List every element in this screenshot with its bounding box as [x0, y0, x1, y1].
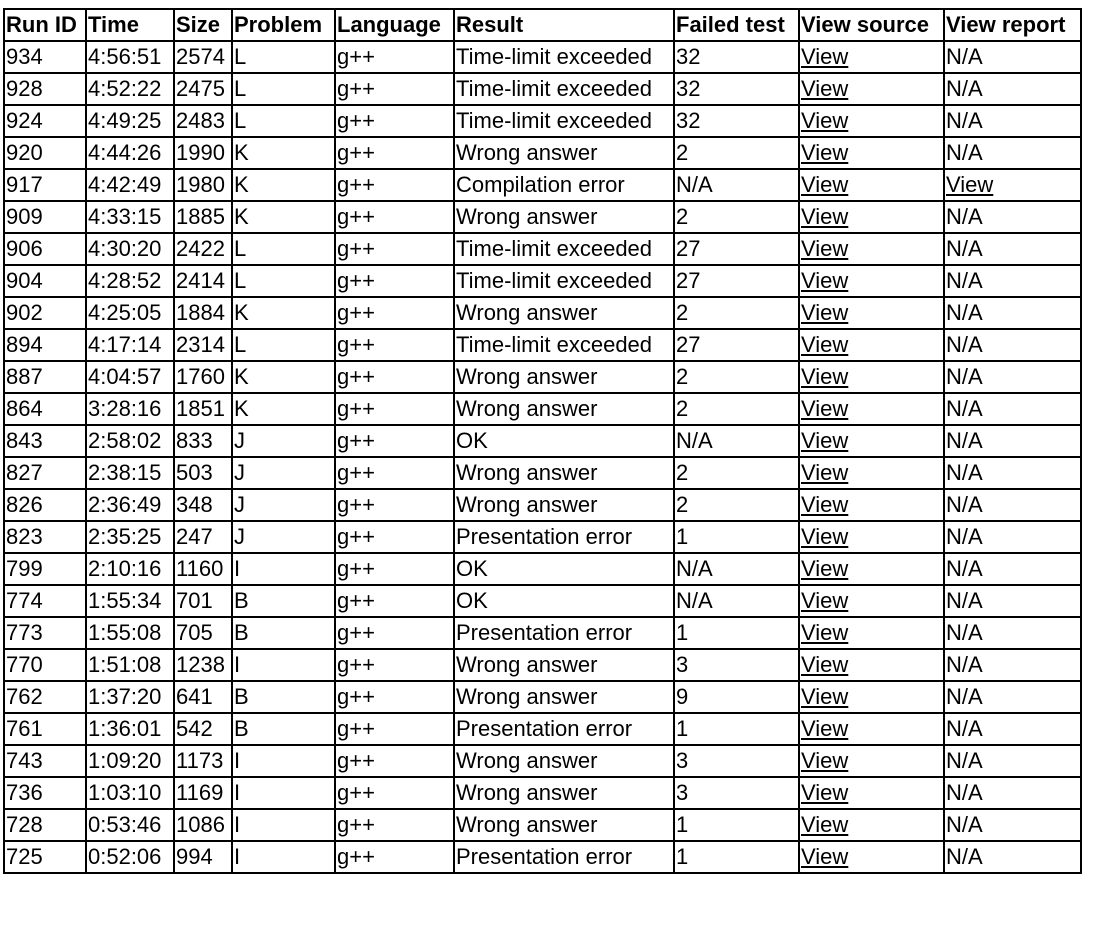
cell-result: Presentation error: [454, 617, 674, 649]
cell-view-source: [799, 649, 944, 681]
cell-time: 1:37:20: [86, 681, 174, 713]
cell-problem: L: [232, 41, 335, 73]
cell-problem: L: [232, 233, 335, 265]
cell-run-id: 934: [4, 41, 86, 73]
cell-time: 2:35:25: [86, 521, 174, 553]
cell-language: g++: [335, 105, 454, 137]
cell-size: 542: [174, 713, 232, 745]
view-source-link[interactable]: View: [801, 844, 849, 869]
column-header-language: Language: [335, 9, 454, 41]
view-source-link[interactable]: View: [801, 428, 849, 453]
cell-language: g++: [335, 169, 454, 201]
cell-failed-test: N/A: [674, 169, 799, 201]
cell-view-report: N/A: [944, 425, 1081, 457]
cell-view-report: N/A: [944, 553, 1081, 585]
cell-language: g++: [335, 521, 454, 553]
cell-failed-test: 1: [674, 713, 799, 745]
cell-size: 1160: [174, 553, 232, 585]
cell-time: 4:52:22: [86, 73, 174, 105]
cell-run-id: 827: [4, 457, 86, 489]
cell-time: 1:55:08: [86, 617, 174, 649]
cell-time: 4:44:26: [86, 137, 174, 169]
cell-problem: L: [232, 73, 335, 105]
cell-failed-test: 1: [674, 841, 799, 873]
view-source-link[interactable]: View: [801, 76, 849, 101]
cell-language: g++: [335, 233, 454, 265]
cell-problem: L: [232, 265, 335, 297]
cell-view-source: [799, 553, 944, 585]
cell-size: 1169: [174, 777, 232, 809]
cell-view-source: [799, 73, 944, 105]
cell-language: g++: [335, 841, 454, 873]
cell-view-source: [799, 425, 944, 457]
view-source-link[interactable]: View: [801, 748, 849, 773]
cell-view-source: [799, 233, 944, 265]
cell-size: 1173: [174, 745, 232, 777]
cell-failed-test: N/A: [674, 425, 799, 457]
cell-failed-test: 1: [674, 521, 799, 553]
view-source-link[interactable]: View: [801, 524, 849, 549]
cell-time: 2:38:15: [86, 457, 174, 489]
cell-time: 3:28:16: [86, 393, 174, 425]
column-header-view-report: View report: [944, 9, 1081, 41]
table-row: [4, 233, 1081, 265]
cell-run-id: 799: [4, 553, 86, 585]
runs-table: [3, 8, 1082, 874]
view-source-link[interactable]: View: [801, 492, 849, 517]
cell-problem: L: [232, 329, 335, 361]
cell-result: Presentation error: [454, 841, 674, 873]
cell-view-report: N/A: [944, 777, 1081, 809]
cell-language: g++: [335, 425, 454, 457]
table-row: [4, 73, 1081, 105]
cell-run-id: 762: [4, 681, 86, 713]
view-source-link[interactable]: View: [801, 652, 849, 677]
cell-time: 4:30:20: [86, 233, 174, 265]
cell-failed-test: N/A: [674, 553, 799, 585]
cell-problem: B: [232, 585, 335, 617]
cell-view-report: N/A: [944, 393, 1081, 425]
cell-run-id: 826: [4, 489, 86, 521]
cell-problem: B: [232, 681, 335, 713]
cell-result: Wrong answer: [454, 393, 674, 425]
cell-result: Wrong answer: [454, 745, 674, 777]
cell-time: 1:36:01: [86, 713, 174, 745]
cell-failed-test: 2: [674, 361, 799, 393]
cell-view-source: [799, 297, 944, 329]
cell-problem: I: [232, 777, 335, 809]
cell-language: g++: [335, 777, 454, 809]
cell-language: g++: [335, 617, 454, 649]
cell-view-report: N/A: [944, 297, 1081, 329]
cell-view-source: [799, 265, 944, 297]
cell-view-source: [799, 169, 944, 201]
cell-failed-test: 1: [674, 809, 799, 841]
cell-time: 4:04:57: [86, 361, 174, 393]
cell-view-source: [799, 393, 944, 425]
cell-language: g++: [335, 137, 454, 169]
cell-view-source: [799, 585, 944, 617]
cell-view-source: [799, 713, 944, 745]
view-source-link[interactable]: View: [801, 812, 849, 837]
cell-time: 2:10:16: [86, 553, 174, 585]
cell-view-report: N/A: [944, 41, 1081, 73]
cell-view-report: N/A: [944, 521, 1081, 553]
cell-view-report: N/A: [944, 329, 1081, 361]
cell-view-source: [799, 137, 944, 169]
cell-time: 1:09:20: [86, 745, 174, 777]
cell-size: 1990: [174, 137, 232, 169]
cell-language: g++: [335, 585, 454, 617]
cell-problem: K: [232, 393, 335, 425]
cell-run-id: 928: [4, 73, 86, 105]
table-row: [4, 361, 1081, 393]
view-report-link[interactable]: View: [946, 172, 994, 197]
cell-failed-test: 2: [674, 393, 799, 425]
table-row: [4, 41, 1081, 73]
cell-failed-test: 2: [674, 457, 799, 489]
cell-problem: K: [232, 201, 335, 233]
view-source-link[interactable]: View: [801, 332, 849, 357]
cell-view-report: N/A: [944, 105, 1081, 137]
cell-size: 1884: [174, 297, 232, 329]
cell-problem: J: [232, 425, 335, 457]
cell-size: 1885: [174, 201, 232, 233]
view-source-link[interactable]: View: [801, 716, 849, 741]
cell-language: g++: [335, 809, 454, 841]
cell-run-id: 864: [4, 393, 86, 425]
cell-view-source: [799, 617, 944, 649]
cell-run-id: 904: [4, 265, 86, 297]
table-row: [4, 425, 1081, 457]
cell-language: g++: [335, 457, 454, 489]
cell-result: Wrong answer: [454, 809, 674, 841]
view-source-link[interactable]: View: [801, 460, 849, 485]
cell-run-id: 843: [4, 425, 86, 457]
cell-time: 4:33:15: [86, 201, 174, 233]
table-row: [4, 137, 1081, 169]
cell-size: 705: [174, 617, 232, 649]
cell-failed-test: N/A: [674, 585, 799, 617]
cell-language: g++: [335, 361, 454, 393]
cell-size: 1238: [174, 649, 232, 681]
cell-run-id: 761: [4, 713, 86, 745]
cell-view-report: N/A: [944, 617, 1081, 649]
cell-result: Wrong answer: [454, 649, 674, 681]
cell-view-source: [799, 777, 944, 809]
cell-language: g++: [335, 329, 454, 361]
cell-language: g++: [335, 649, 454, 681]
table-row: [4, 553, 1081, 585]
column-header-view-source: View source: [799, 9, 944, 41]
cell-view-source: [799, 521, 944, 553]
cell-size: 1980: [174, 169, 232, 201]
column-header-failed-test: Failed test: [674, 9, 799, 41]
view-source-link[interactable]: View: [801, 396, 849, 421]
cell-result: Wrong answer: [454, 137, 674, 169]
cell-view-report: N/A: [944, 585, 1081, 617]
table-row: [4, 745, 1081, 777]
table-row: [4, 617, 1081, 649]
table-row: [4, 329, 1081, 361]
cell-run-id: 917: [4, 169, 86, 201]
cell-failed-test: 9: [674, 681, 799, 713]
cell-result: Time-limit exceeded: [454, 233, 674, 265]
cell-failed-test: 2: [674, 201, 799, 233]
table-row: [4, 489, 1081, 521]
cell-result: Wrong answer: [454, 457, 674, 489]
table-header-row: [4, 9, 1081, 41]
cell-result: OK: [454, 553, 674, 585]
cell-problem: K: [232, 137, 335, 169]
cell-result: OK: [454, 425, 674, 457]
cell-problem: B: [232, 617, 335, 649]
cell-failed-test: 27: [674, 329, 799, 361]
table-row: [4, 777, 1081, 809]
cell-run-id: 924: [4, 105, 86, 137]
view-source-link[interactable]: View: [801, 236, 849, 261]
cell-run-id: 887: [4, 361, 86, 393]
cell-result: Presentation error: [454, 713, 674, 745]
view-source-link[interactable]: View: [801, 300, 849, 325]
cell-result: Time-limit exceeded: [454, 41, 674, 73]
cell-view-report: N/A: [944, 713, 1081, 745]
cell-result: Wrong answer: [454, 777, 674, 809]
cell-run-id: 774: [4, 585, 86, 617]
cell-failed-test: 2: [674, 297, 799, 329]
cell-result: Wrong answer: [454, 297, 674, 329]
cell-view-report: N/A: [944, 745, 1081, 777]
cell-view-source: [799, 329, 944, 361]
cell-size: 2475: [174, 73, 232, 105]
cell-result: Compilation error: [454, 169, 674, 201]
cell-run-id: 894: [4, 329, 86, 361]
view-source-link[interactable]: View: [801, 364, 849, 389]
cell-result: Wrong answer: [454, 489, 674, 521]
cell-run-id: 902: [4, 297, 86, 329]
cell-result: Time-limit exceeded: [454, 73, 674, 105]
cell-size: 994: [174, 841, 232, 873]
cell-view-report: N/A: [944, 649, 1081, 681]
cell-size: 833: [174, 425, 232, 457]
cell-failed-test: 32: [674, 105, 799, 137]
table-row: [4, 297, 1081, 329]
column-header-result: Result: [454, 9, 674, 41]
cell-run-id: 725: [4, 841, 86, 873]
cell-view-source: [799, 201, 944, 233]
cell-view-source: [799, 457, 944, 489]
table-row: [4, 713, 1081, 745]
cell-view-report: [944, 169, 1081, 201]
cell-failed-test: 3: [674, 649, 799, 681]
cell-run-id: 736: [4, 777, 86, 809]
cell-result: OK: [454, 585, 674, 617]
table-row: [4, 521, 1081, 553]
cell-view-source: [799, 361, 944, 393]
column-header-time: Time: [86, 9, 174, 41]
cell-time: 2:58:02: [86, 425, 174, 457]
cell-failed-test: 32: [674, 73, 799, 105]
table-row: [4, 585, 1081, 617]
cell-problem: K: [232, 169, 335, 201]
cell-run-id: 920: [4, 137, 86, 169]
cell-failed-test: 32: [674, 41, 799, 73]
table-row: [4, 201, 1081, 233]
cell-problem: L: [232, 105, 335, 137]
cell-result: Time-limit exceeded: [454, 329, 674, 361]
cell-view-source: [799, 745, 944, 777]
table-row: [4, 393, 1081, 425]
cell-language: g++: [335, 745, 454, 777]
view-source-link[interactable]: View: [801, 588, 849, 613]
cell-size: 1760: [174, 361, 232, 393]
table-row: [4, 169, 1081, 201]
table-row: [4, 809, 1081, 841]
cell-problem: I: [232, 553, 335, 585]
cell-run-id: 770: [4, 649, 86, 681]
cell-problem: B: [232, 713, 335, 745]
cell-problem: J: [232, 489, 335, 521]
cell-view-report: N/A: [944, 457, 1081, 489]
cell-view-report: N/A: [944, 201, 1081, 233]
cell-view-source: [799, 105, 944, 137]
cell-problem: K: [232, 297, 335, 329]
cell-problem: J: [232, 521, 335, 553]
column-header-run-id: Run ID: [4, 9, 86, 41]
cell-failed-test: 3: [674, 745, 799, 777]
cell-failed-test: 3: [674, 777, 799, 809]
cell-size: 2574: [174, 41, 232, 73]
cell-view-report: N/A: [944, 73, 1081, 105]
cell-language: g++: [335, 73, 454, 105]
column-header-size: Size: [174, 9, 232, 41]
table-row: [4, 681, 1081, 713]
cell-language: g++: [335, 553, 454, 585]
cell-view-report: N/A: [944, 265, 1081, 297]
cell-view-report: N/A: [944, 809, 1081, 841]
cell-failed-test: 27: [674, 233, 799, 265]
cell-time: 0:53:46: [86, 809, 174, 841]
cell-size: 2422: [174, 233, 232, 265]
cell-size: 641: [174, 681, 232, 713]
table-body: [4, 41, 1081, 873]
cell-size: 2414: [174, 265, 232, 297]
cell-result: Wrong answer: [454, 361, 674, 393]
cell-failed-test: 1: [674, 617, 799, 649]
view-source-link[interactable]: View: [801, 204, 849, 229]
cell-view-report: N/A: [944, 233, 1081, 265]
cell-result: Time-limit exceeded: [454, 105, 674, 137]
cell-result: Time-limit exceeded: [454, 265, 674, 297]
cell-language: g++: [335, 41, 454, 73]
cell-failed-test: 2: [674, 489, 799, 521]
cell-result: Wrong answer: [454, 681, 674, 713]
cell-language: g++: [335, 681, 454, 713]
cell-failed-test: 27: [674, 265, 799, 297]
cell-run-id: 909: [4, 201, 86, 233]
view-source-link[interactable]: View: [801, 44, 849, 69]
cell-size: 503: [174, 457, 232, 489]
cell-time: 2:36:49: [86, 489, 174, 521]
cell-view-report: N/A: [944, 681, 1081, 713]
cell-view-report: N/A: [944, 841, 1081, 873]
cell-language: g++: [335, 201, 454, 233]
cell-result: Wrong answer: [454, 201, 674, 233]
cell-language: g++: [335, 713, 454, 745]
cell-language: g++: [335, 393, 454, 425]
cell-problem: J: [232, 457, 335, 489]
column-header-problem: Problem: [232, 9, 335, 41]
view-source-link[interactable]: View: [801, 172, 849, 197]
view-source-link[interactable]: View: [801, 108, 849, 133]
view-source-link[interactable]: View: [801, 556, 849, 581]
cell-time: 4:28:52: [86, 265, 174, 297]
table-row: [4, 457, 1081, 489]
cell-result: Presentation error: [454, 521, 674, 553]
cell-run-id: 743: [4, 745, 86, 777]
cell-time: 1:51:08: [86, 649, 174, 681]
cell-problem: I: [232, 745, 335, 777]
table-row: [4, 841, 1081, 873]
cell-run-id: 906: [4, 233, 86, 265]
cell-time: 4:17:14: [86, 329, 174, 361]
cell-problem: K: [232, 361, 335, 393]
cell-size: 247: [174, 521, 232, 553]
view-source-link[interactable]: View: [801, 140, 849, 165]
cell-view-report: N/A: [944, 489, 1081, 521]
cell-size: 348: [174, 489, 232, 521]
cell-problem: I: [232, 841, 335, 873]
cell-problem: I: [232, 649, 335, 681]
cell-run-id: 773: [4, 617, 86, 649]
cell-view-source: [799, 489, 944, 521]
cell-view-source: [799, 41, 944, 73]
view-source-link[interactable]: View: [801, 780, 849, 805]
cell-size: 701: [174, 585, 232, 617]
cell-failed-test: 2: [674, 137, 799, 169]
cell-problem: I: [232, 809, 335, 841]
cell-run-id: 728: [4, 809, 86, 841]
cell-time: 4:25:05: [86, 297, 174, 329]
cell-time: 4:49:25: [86, 105, 174, 137]
cell-view-source: [799, 809, 944, 841]
cell-language: g++: [335, 297, 454, 329]
cell-run-id: 823: [4, 521, 86, 553]
cell-time: 1:03:10: [86, 777, 174, 809]
cell-size: 2483: [174, 105, 232, 137]
cell-size: 1851: [174, 393, 232, 425]
table-row: [4, 265, 1081, 297]
cell-view-report: N/A: [944, 361, 1081, 393]
cell-view-report: N/A: [944, 137, 1081, 169]
view-source-link[interactable]: View: [801, 268, 849, 293]
cell-view-source: [799, 841, 944, 873]
table-row: [4, 649, 1081, 681]
cell-size: 2314: [174, 329, 232, 361]
view-source-link[interactable]: View: [801, 684, 849, 709]
cell-time: 1:55:34: [86, 585, 174, 617]
cell-language: g++: [335, 489, 454, 521]
cell-language: g++: [335, 265, 454, 297]
table-row: [4, 105, 1081, 137]
cell-time: 4:56:51: [86, 41, 174, 73]
cell-time: 4:42:49: [86, 169, 174, 201]
cell-size: 1086: [174, 809, 232, 841]
cell-view-source: [799, 681, 944, 713]
view-source-link[interactable]: View: [801, 620, 849, 645]
cell-time: 0:52:06: [86, 841, 174, 873]
